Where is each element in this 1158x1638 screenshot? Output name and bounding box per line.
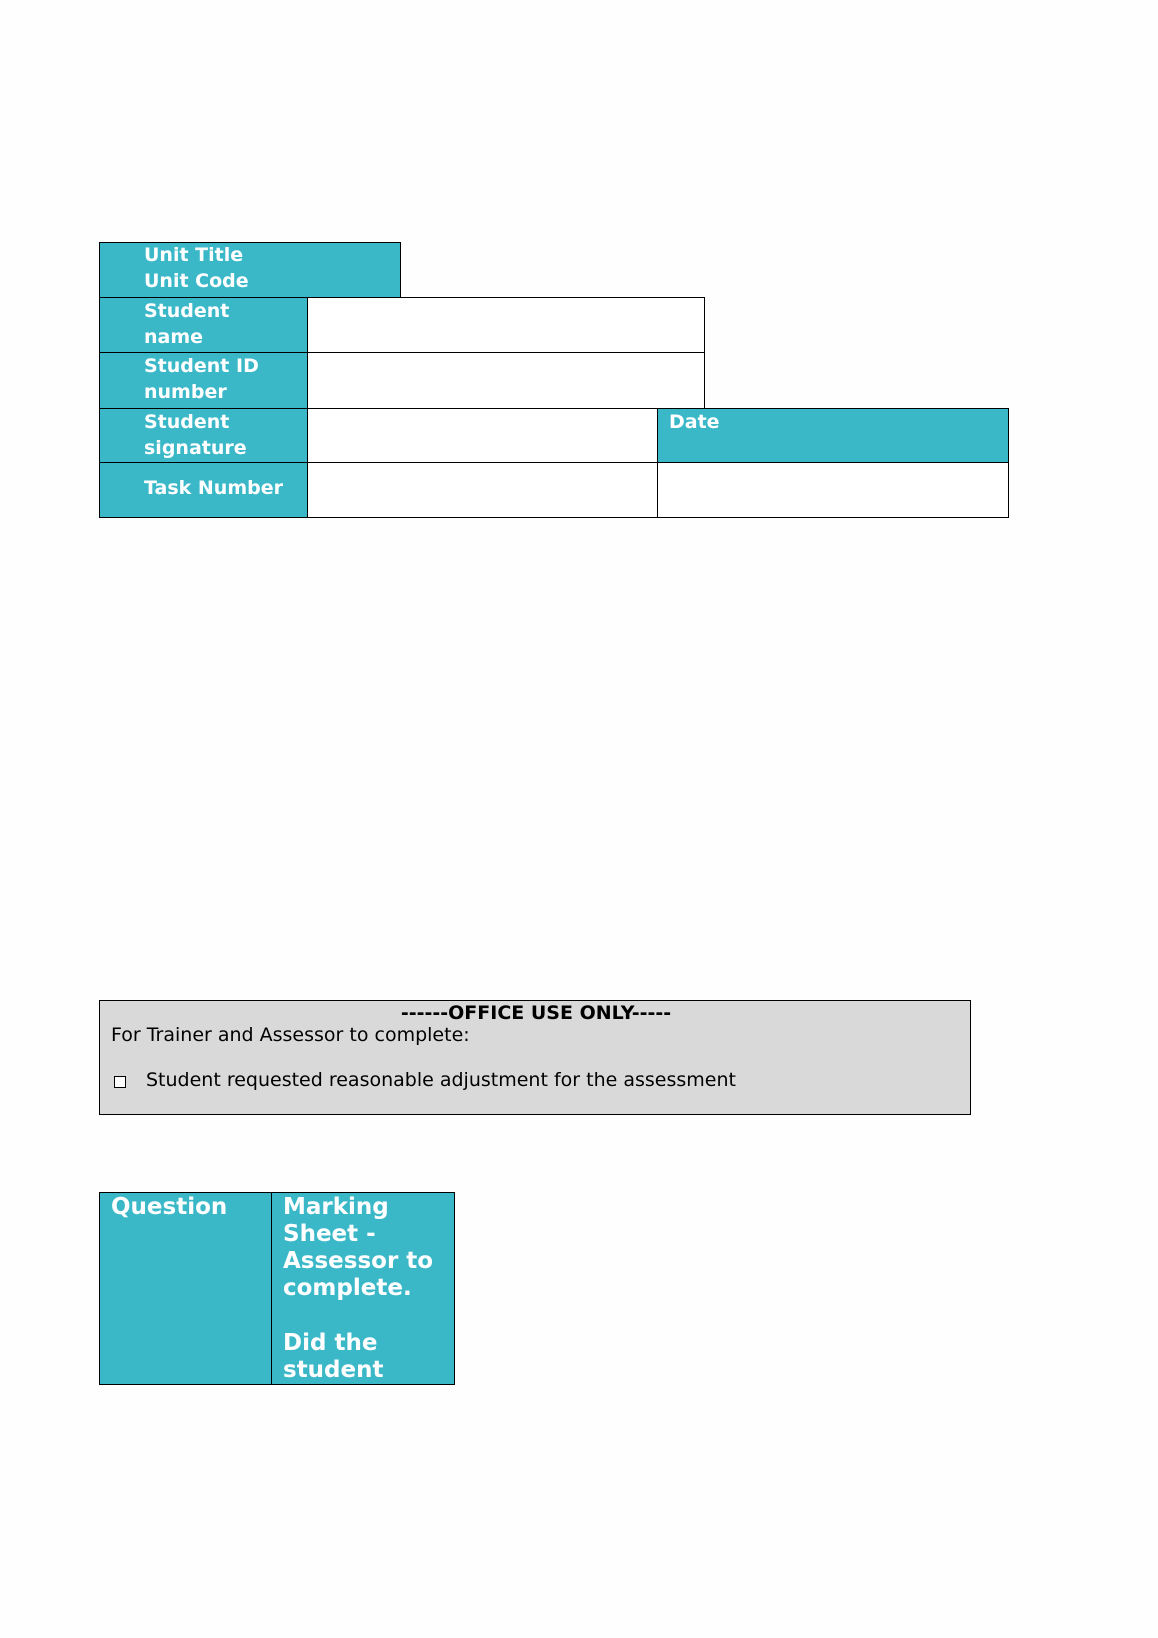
date-label: Date <box>669 411 720 433</box>
unit-title-code-cell <box>99 242 401 298</box>
reasonable-adjustment-label: Student requested reasonable adjustment for the assessment <box>146 1069 736 1091</box>
marking-header-line2: Sheet - <box>283 1221 376 1247</box>
task-number-field[interactable] <box>307 462 658 518</box>
task-number-label: Task Number <box>144 477 283 499</box>
student-name-label-cell <box>99 297 308 353</box>
student-id-label: Student ID number <box>144 355 259 403</box>
unit-title-label: Unit Title <box>144 244 244 266</box>
question-header: Question <box>111 1194 228 1220</box>
date-label-cell <box>657 408 1009 463</box>
student-signature-label: Student signature <box>144 411 247 459</box>
office-use-title: ------OFFICE USE ONLY----- <box>400 1002 672 1024</box>
date-field[interactable] <box>657 462 1009 518</box>
student-id-label-cell <box>99 352 308 409</box>
unit-code-label: Unit Code <box>144 270 249 292</box>
student-signature-field[interactable] <box>307 408 658 463</box>
office-use-instruction: For Trainer and Assessor to complete: <box>111 1024 470 1046</box>
office-use-box <box>99 1000 971 1115</box>
marking-header-line6: student <box>283 1357 384 1383</box>
marking-sheet-header-cell <box>271 1192 455 1385</box>
student-name-label: Student name <box>144 300 230 348</box>
question-header-cell <box>99 1192 272 1385</box>
student-name-field[interactable] <box>307 297 705 353</box>
marking-header-line1: Marking <box>283 1194 389 1220</box>
task-number-label-cell <box>99 462 308 518</box>
marking-header-line5: Did the <box>283 1330 378 1356</box>
marking-header-line4: complete. <box>283 1275 412 1301</box>
student-id-field[interactable] <box>307 352 705 409</box>
reasonable-adjustment-checkbox[interactable] <box>114 1076 126 1088</box>
marking-header-line3: Assessor to <box>283 1248 434 1274</box>
student-signature-label-cell <box>99 408 308 463</box>
